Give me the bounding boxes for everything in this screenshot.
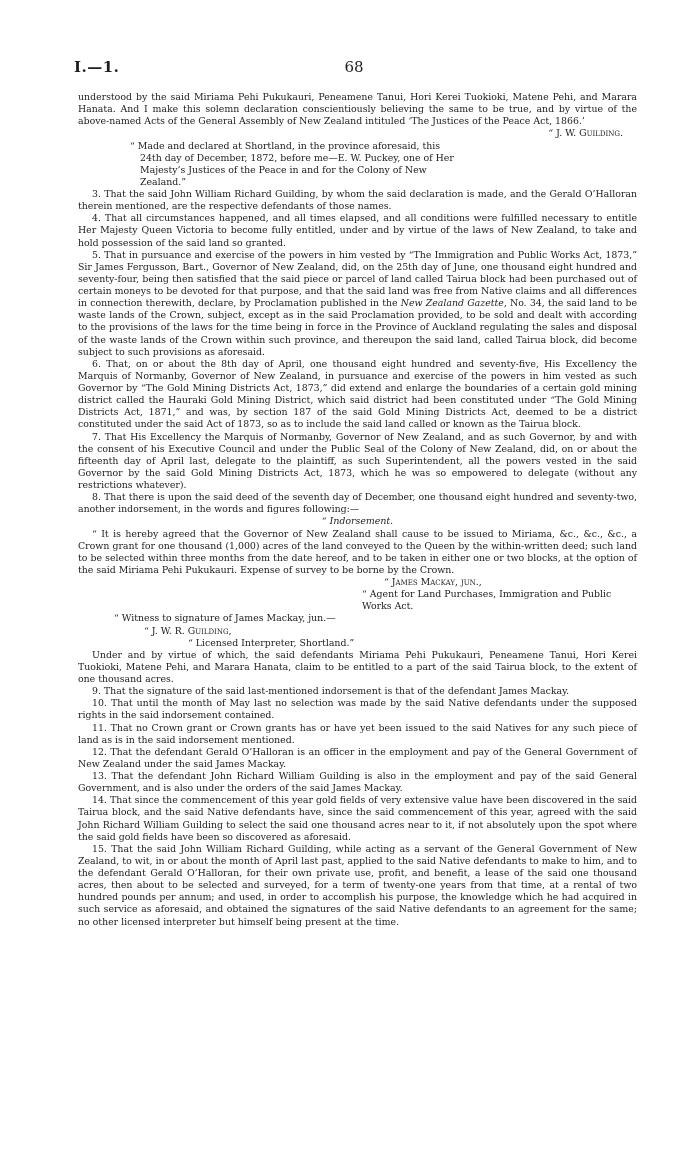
- paragraph-9: 9. That the signature of the said last-mentioned indorsement is that of the defendant James Mackay.: [92, 686, 570, 698]
- signature-guilding: “ J. W. Guilding.: [548, 128, 623, 140]
- paragraph-15: 15. That the said John William Richard Guilding, while acting as a servant of the General Government of New Zealand, to wit, in or about the month of April last past, applied to the said Native defendants to make to him, and to the defendant Gerald O’Halloran, for their own private use, profit, and benefit, a lease of the said one thousand acres, then about to be selected and surveyed, for a term of twenty-one years from that time, at a rental of two hundred pounds per annum; and used, in order to accomplish his purpose, the knowledge which he had acquired in such service as aforesaid, and obtained the signatures of the said Native defendants to an agreement for the same; no other licensed interpreter but himself being present at the time.: [78, 843, 637, 928]
- paragraph-5: 5. That in pursuance and exercise of the powers in him vested by “The Immigration and Public Works Act, 1873,” Sir James Fergusson, Bart., Governor of New Zealand, did, on the 25th day of June, one thousand eight hundred and seventy-four, being then satisfied that the said piece or parcel of land called Tairua block had been purchased out of certain moneys to be devoted for that purpose, and that the said land was free from Native claims and all differences in connection therewith, declare, by Proclamation published in the New Zealand Gazette, No. 34, the said land to be waste lands of the Crown, subject, except as in the said Proclamation provided, to be sold and dealt with according to the provisions of the laws for the time being in force in the Province of Auckland regulating the sales and disposal of the waste lands of the Crown within such province, and thereupon the said land, called Tairua block, did become subject to such provisions as aforesaid.: [78, 249, 637, 358]
- indorsement-heading: “ Indorsement.: [321, 516, 394, 528]
- page-header: [74, 58, 634, 80]
- paragraph-4: 4. That all circumstances happened, and all times elapsed, and all conditions were fulfilled necessary to entitle Her Majesty Queen Victoria to become fully entitled, under and by virtue of the laws of New Zealand, to take and hold possession of the said land so granted.: [78, 213, 637, 249]
- paragraph-11: 11. That no Crown grant or Crown grants has or have yet been issued to the said Natives for any such piece of land as is in the said indorsement mentioned.: [78, 722, 637, 746]
- paragraph-12: 12. That the defendant Gerald O’Halloran is an officer in the employment and pay of the General Government of New Zealand under the said James Mackay.: [78, 746, 637, 770]
- mackay-title: “ Agent for Land Purchases, Immigration and Public Works Act.: [362, 589, 612, 613]
- gazette-title: New Zealand Gazette: [400, 298, 504, 310]
- paragraph-8: 8. That there is upon the said deed of the seventh day of December, one thousand eight hundred and seventy-two, another indorsement, in the words and figures following:—: [78, 492, 637, 516]
- paragraph-under-virtue: Under and by virtue of which, the said defendants Miriama Pehi Pukukauri, Peneamene Tanui, Hori Kerei Tuokioki, Matene Pehi, and Marara Hanata, claim to be entitled to a part of the said Tairua block, to the extent of one thousand acres.: [78, 649, 637, 685]
- witness-title: “ Licensed Interpreter, Shortland.”: [188, 637, 355, 649]
- witness-name: “ J. W. R. Guilding,: [144, 625, 232, 637]
- paragraph-7: 7. That His Excellency the Marquis of Normanby, Governor of New Zealand, and as such Governor, by and with the consent of his Executive Council and under the Public Seal of the Colony of New Zealand, did, on or about the fifteenth day of April last, delegate to the plaintiff, as such Superintendent, all the powers vested in the said Governor by the said Gold Mining Districts Act, 1873, which he was so empowered to delegate (without any restrictions whatever).: [78, 431, 637, 491]
- declaration-attestation: “ Made and declared at Shortland, in the province aforesaid, this 24th day of December, 1872, before me—E. W. Puckey, one of Her Majesty’s Justices of the Peace in and for the Colony of New Zealand.”: [130, 140, 454, 188]
- witness-line: “ Witness to signature of James Mackay, jun.—: [114, 613, 336, 625]
- page-body: [78, 92, 637, 929]
- paragraph-6: 6. That, on or about the 8th day of April, one thousand eight hundred and seventy-five, His Excellency the Marquis of Normanby, Governor of New Zealand, in pursuance and exercise of the powers in him vested as such Governor by “The Gold Mining Districts Act, 1873,” did extend and enlarge the boundaries of a certain gold mining district called the Hauraki Gold Mining District, which said district had been constituted under “The Gold Mining Districts Act, 1871,” and was, by section 187 of the said Gold Mining Districts Act, deemed to be a district constituted under the said Act of 1873, so as to include the said land called or known as the Tairua block.: [78, 358, 637, 431]
- mackay-signature: “ James Mackay, jun.,: [384, 577, 482, 588]
- paragraph-14: 14. That since the commencement of this year gold fields of very extensive value have been discovered in the said Tairua block, and the said Native defendants have, since the said commencement of this year, agreed with the said John Richard William Guilding to select the said one thousand acres near to it, if not absolutely upon the spot where the said gold fields have been so discovered as aforesaid.: [78, 795, 637, 843]
- paragraph-13: 13. That the defendant John Richard William Guilding is also in the employment and pay of the said General Government, and is also under the orders of the said James Mackay.: [78, 771, 637, 795]
- page-number: 68: [344, 58, 364, 76]
- paragraph-10: 10. That until the month of May last no selection was made by the said Native defendants under the supposed rights in the said indorsement contained.: [78, 698, 637, 722]
- indorsement-text: “ It is hereby agreed that the Governor of New Zealand shall cause to be issued to Miriama, &c., &c., &c., a Crown grant for one thousand (1,000) acres of the land conveyed to the Queen by the within-written deed; such land to be selected within three months from the date hereof, and to be taken in either one or two blocks, at the option of the said Miriama Pehi Pukukauri. Expense of survey to be borne by the Crown.: [78, 528, 637, 576]
- paragraph-declaration-end: understood by the said Miriama Pehi Pukukauri, Peneamene Tanui, Hori Kerei Tuokioki, Matene Pehi, and Marara Hanata. And I make this solemn declaration conscientiously believing the same to be true, and by virtue of the above-named Acts of the General Assembly of New Zealand intituled ‘The Justices of the Peace Act, 1866.’: [78, 92, 637, 128]
- paragraph-3: 3. That the said John William Richard Guilding, by whom the said declaration is made, and the Gerald O’Halloran therein mentioned, are the respective defendants of those names.: [78, 189, 637, 213]
- page-code: I.—1.: [74, 58, 120, 76]
